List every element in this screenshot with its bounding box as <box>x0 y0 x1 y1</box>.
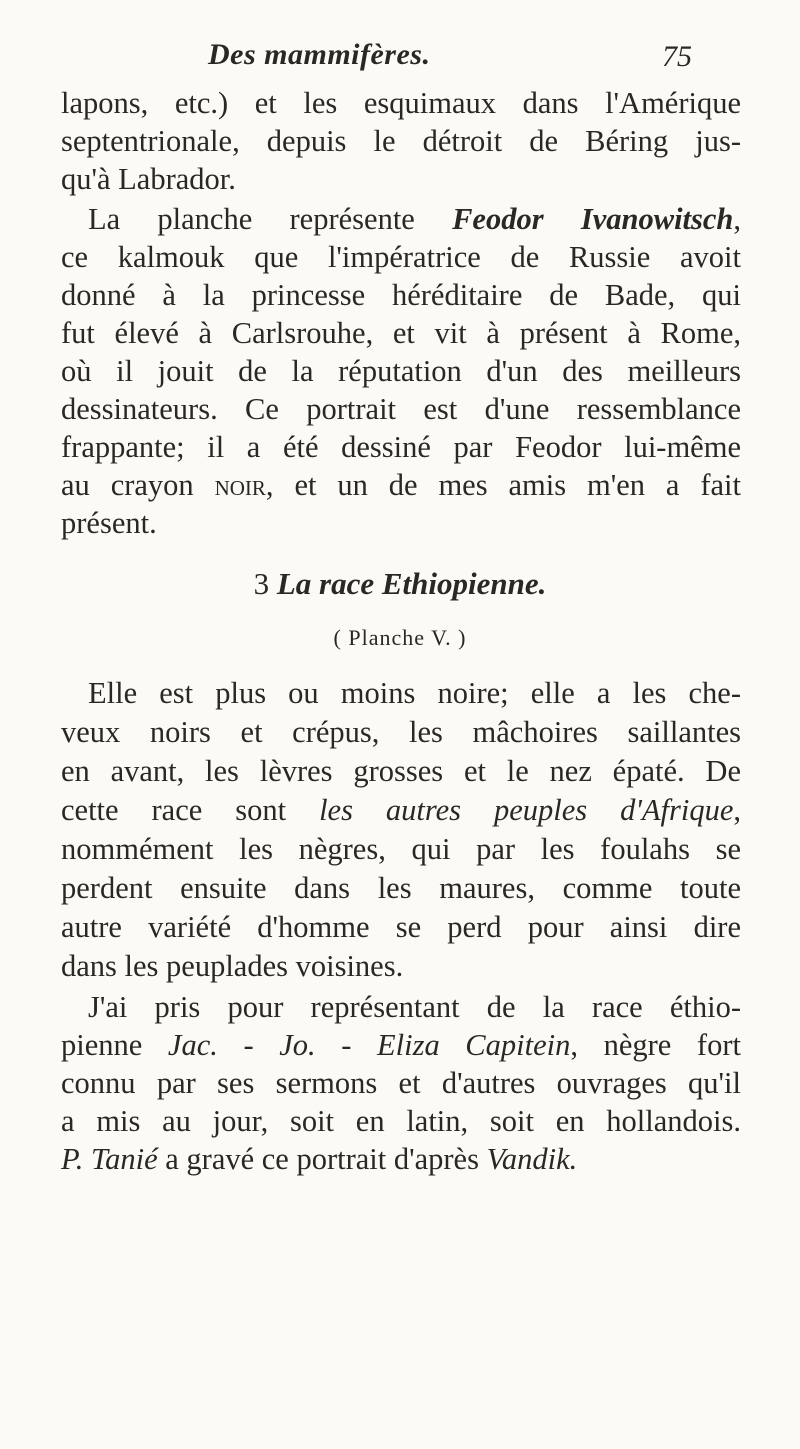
running-title: Des mammifères. <box>208 38 431 71</box>
text-line: Elle est plus ou moins noire; elle a les che- <box>88 676 741 710</box>
text-line: frappante; il a été dessiné par Feodor lui-même <box>61 430 741 464</box>
text-line: présent. <box>61 506 157 540</box>
emphasis: les autres peuples d'Afrique <box>319 793 734 827</box>
text-line: pienne Jac. - Jo. - Eliza Capitein, nègre fort <box>61 1028 741 1062</box>
text-line: La planche représente Feodor Ivanowitsch, <box>88 202 742 236</box>
text-line: fut élevé à Carlsrouhe, et vit à présent à Rome, <box>61 316 741 350</box>
text-line: a mis au jour, soit en latin, soit en hollandois. <box>61 1104 741 1138</box>
engraver-name: P. Tanié <box>61 1142 158 1176</box>
text-line: lapons, etc.) et les esquimaux dans l'Amérique <box>61 86 741 120</box>
person-name: Jac. - Jo. - Eliza Capitein <box>167 1028 571 1062</box>
text-line: cette race sont les autres peuples d'Afrique, <box>61 793 741 827</box>
section-number: 3 <box>253 566 270 601</box>
text-line: en avant, les lèvres grosses et le nez épaté. De <box>61 754 741 788</box>
text-line: J'ai pris pour représentant de la race éthio- <box>88 990 741 1024</box>
page-header <box>0 38 800 78</box>
text-line: où il jouit de la réputation d'un des meilleurs <box>61 354 741 388</box>
text-line: dans les peuplades voisines. <box>61 949 404 983</box>
section-title: La race Ethiopienne. <box>276 566 547 601</box>
text-line: connu par ses sermons et d'autres ouvrages qu'il <box>61 1066 741 1100</box>
text-line: qu'à Labrador. <box>61 162 236 196</box>
text-line: au crayon noir, et un de mes amis m'en a fait <box>61 468 741 502</box>
painter-name: Vandik. <box>486 1142 578 1176</box>
text-line: nommément les nègres, qui par les foulahs se <box>61 832 741 866</box>
section-heading <box>0 566 800 602</box>
text-line: P. Tanié a gravé ce portrait d'après Vandik. <box>61 1142 578 1176</box>
page-number: 75 <box>662 40 692 73</box>
plate-reference: ( Planche V. ) <box>333 625 467 650</box>
text-line: donné à la princesse héréditaire de Bade, qui <box>61 278 741 312</box>
text-line: ce kalmouk que l'impératrice de Russie avoit <box>61 240 741 274</box>
text-line: septentrionale, depuis le détroit de Béring jus- <box>61 124 741 158</box>
text-line: autre variété d'homme se perd pour ainsi dire <box>61 910 741 944</box>
text-line: dessinateurs. Ce portrait est d'une ressemblance <box>61 392 741 426</box>
text-line: veux noirs et crépus, les mâchoires saillantes <box>61 715 741 749</box>
person-name: Feodor Ivanowitsch <box>452 202 734 236</box>
text-line: perdent ensuite dans les maures, comme toute <box>61 871 741 905</box>
